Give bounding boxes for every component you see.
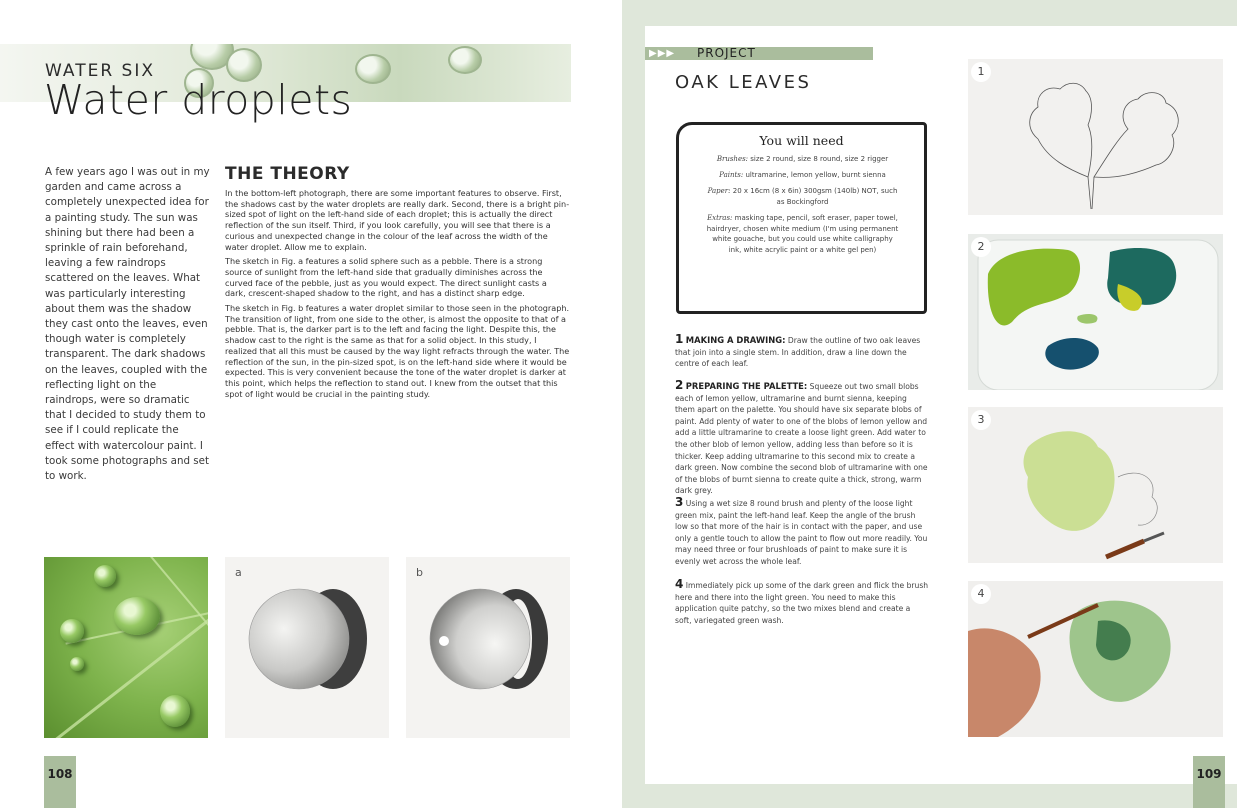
you-will-need-title: You will need <box>759 133 844 148</box>
droplet-sketch-icon <box>406 557 570 738</box>
step-1 <box>675 334 929 370</box>
leaf-droplets-photo <box>44 557 208 738</box>
step-photo-variegated-wash <box>968 581 1223 737</box>
theory-paragraph: In the bottom-left photograph, there are some important features to observe. First, the shadows cast by the water droplets are really dark. Second, there is a bright pin-sized spot of light on the left-hand side of each droplet; this is actually the direct reflection of the sun itself. Third, if you look carefully, you will see that there is a curious and unexpected change in the colour of the leaf across the width of the water droplet. Allow me to explain. <box>225 188 570 252</box>
header-droplet <box>448 46 482 74</box>
step-photo-badge: 3 <box>971 410 991 430</box>
right-page <box>622 0 1237 808</box>
theory-paragraph: The sketch in Fig. a features a solid sphere such as a pebble. There is a strong source of sunlight from the left-hand side that gradually diminishes across the curved face of the pebble, just as you would expect. The direct sunlight casts a dark, crescent-shaped shadow to the right, and has a distinct sharp edge. <box>225 256 547 299</box>
step-text: Draw the outline of two oak leaves that join into a single stem. In addition, draw a line down the centre of each leaf. <box>675 336 921 369</box>
section-label: WATER SIX <box>45 61 155 81</box>
theory-heading: THE THEORY <box>225 164 350 184</box>
need-brushes <box>705 154 900 165</box>
water-droplet <box>114 597 160 635</box>
need-label: Paints: <box>719 171 744 179</box>
hand-painting-icon <box>968 581 1223 737</box>
theory-body <box>225 188 570 403</box>
step-text: Immediately pick up some of the dark green and flick the brush here and there into the light green. You need to make this application quite patchy, so the two mixes blend and create a soft, variegated green wash. <box>675 581 929 625</box>
intro-paragraph: A few years ago I was out in my garden and came across a completely unexpected idea for a painting study. The sun was shining but there had been a sprinkle of rain beforehand, leaving a few raindrops scattered on the leaves. What was particularly interesting about them was the shadow they cast onto the leaves, even though water is completely transparent. The dark shadows on the leaves, coupled with the reflecting light on the raindrops, were so dramatic that I decided to study them to see if I could replicate the effect with watercolour paint. I took some photographs and set to work. <box>45 166 210 483</box>
oak-outline-icon <box>968 59 1223 215</box>
need-label: Paper: <box>707 187 731 195</box>
water-droplet <box>94 565 116 587</box>
arrow-icon: ▶▶▶ <box>649 48 676 59</box>
water-droplet <box>60 619 84 643</box>
pebble-sketch-icon <box>225 557 389 738</box>
step-4 <box>675 579 929 626</box>
header-droplet <box>355 54 391 84</box>
right-page-content <box>645 26 1237 784</box>
sketch-pebble <box>225 557 389 738</box>
step-number: 4 <box>675 577 684 591</box>
page-title: Water droplets <box>44 76 353 124</box>
step-text: Squeeze out two small blobs each of lemon yellow, ultramarine and burnt sienna, keeping them apart on the palette. You should have six separate blobs of paint. Add plenty of water to one of the blobs of lemon yellow and add a little ultramarine to create a loose light green. Add water to the other blob of lemon yellow, adding less than before so it is thicker. Keep adding ultramarine to this second mix to create a dark green. Now combine the second blob of ultramarine with one of the blobs of burnt sienna to create quite a thick, strong, warm dark grey. <box>675 382 928 496</box>
figure-label: b <box>416 566 423 579</box>
step-2 <box>675 380 929 497</box>
step-heading: MAKING A DRAWING: <box>685 335 786 345</box>
step-number: 3 <box>675 495 684 509</box>
page-number-tab <box>44 756 76 808</box>
need-extras <box>705 213 900 255</box>
theory-paragraph: The sketch in Fig. b features a water droplet similar to those seen in the photograph. The transition of light, from one side to the other, is almost the opposite to that of a pebble. That is, the darker part is to the left and facing the light. Despite this, the shadow cast to the right is the same as that for a solid object. In this study, I realized that all this must be caused by the way light refracts through the water. The reflection of the sun, in the pin-sized spot, is on the left-hand side where it would be expected. This is very convenient because the tone of the water droplet is darker at this point, which helps the reflection to stand out. I knew from the outset that this spot of light would be crucial in the painting study. <box>225 303 570 399</box>
need-value: ultramarine, lemon yellow, burnt sienna <box>743 171 886 179</box>
you-will-need-box <box>676 122 927 314</box>
sketch-water-droplet <box>406 557 570 738</box>
palette-icon <box>968 234 1223 390</box>
step-photo-badge: 2 <box>971 237 991 257</box>
water-droplet <box>160 695 190 727</box>
light-green-leaf-icon <box>968 407 1223 563</box>
step-3 <box>675 497 929 568</box>
step-text: Using a wet size 8 round brush and plenty of the loose light green mix, paint the left-hand leaf. Keep the angle of the brush low so that more of the hair is in contact with the paper, and use only a gentle touch to allow the paint to flow out more readily. You may need three or four brushloads of paint to make sure it is evenly wet across the whole leaf. <box>675 499 928 566</box>
project-bar <box>645 47 873 60</box>
step-number: 2 <box>675 378 684 392</box>
need-label: Extras: <box>707 214 733 222</box>
page-number-tab <box>1193 756 1225 808</box>
need-value: masking tape, pencil, soft eraser, paper towel, hairdryer, chosen white medium (I'm using permanent white gouache, but you could use white calligraphy ink, white acrylic paint or a white gel pen) <box>706 214 899 254</box>
step-photo-first-wash <box>968 407 1223 563</box>
step-photo-palette <box>968 234 1223 390</box>
step-photo-drawing <box>968 59 1223 215</box>
need-value: size 2 round, size 8 round, size 2 rigger <box>748 155 889 163</box>
need-paints <box>705 170 900 181</box>
need-label: Brushes: <box>716 155 749 163</box>
figure-label: a <box>235 566 242 579</box>
project-label: PROJECT <box>697 46 756 60</box>
step-heading: PREPARING THE PALETTE: <box>685 381 808 391</box>
page-number: 109 <box>1196 767 1222 781</box>
page-number: 108 <box>47 767 73 781</box>
need-value: 20 x 16cm (8 x 6in) 300gsm (140lb) NOT, such as Bockingford <box>730 187 898 206</box>
step-photo-badge: 1 <box>971 62 991 82</box>
step-number: 1 <box>675 332 684 346</box>
step-photo-badge: 4 <box>971 584 991 604</box>
water-droplet <box>70 657 84 671</box>
need-paper <box>705 186 900 207</box>
project-title: OAK LEAVES <box>675 72 812 93</box>
